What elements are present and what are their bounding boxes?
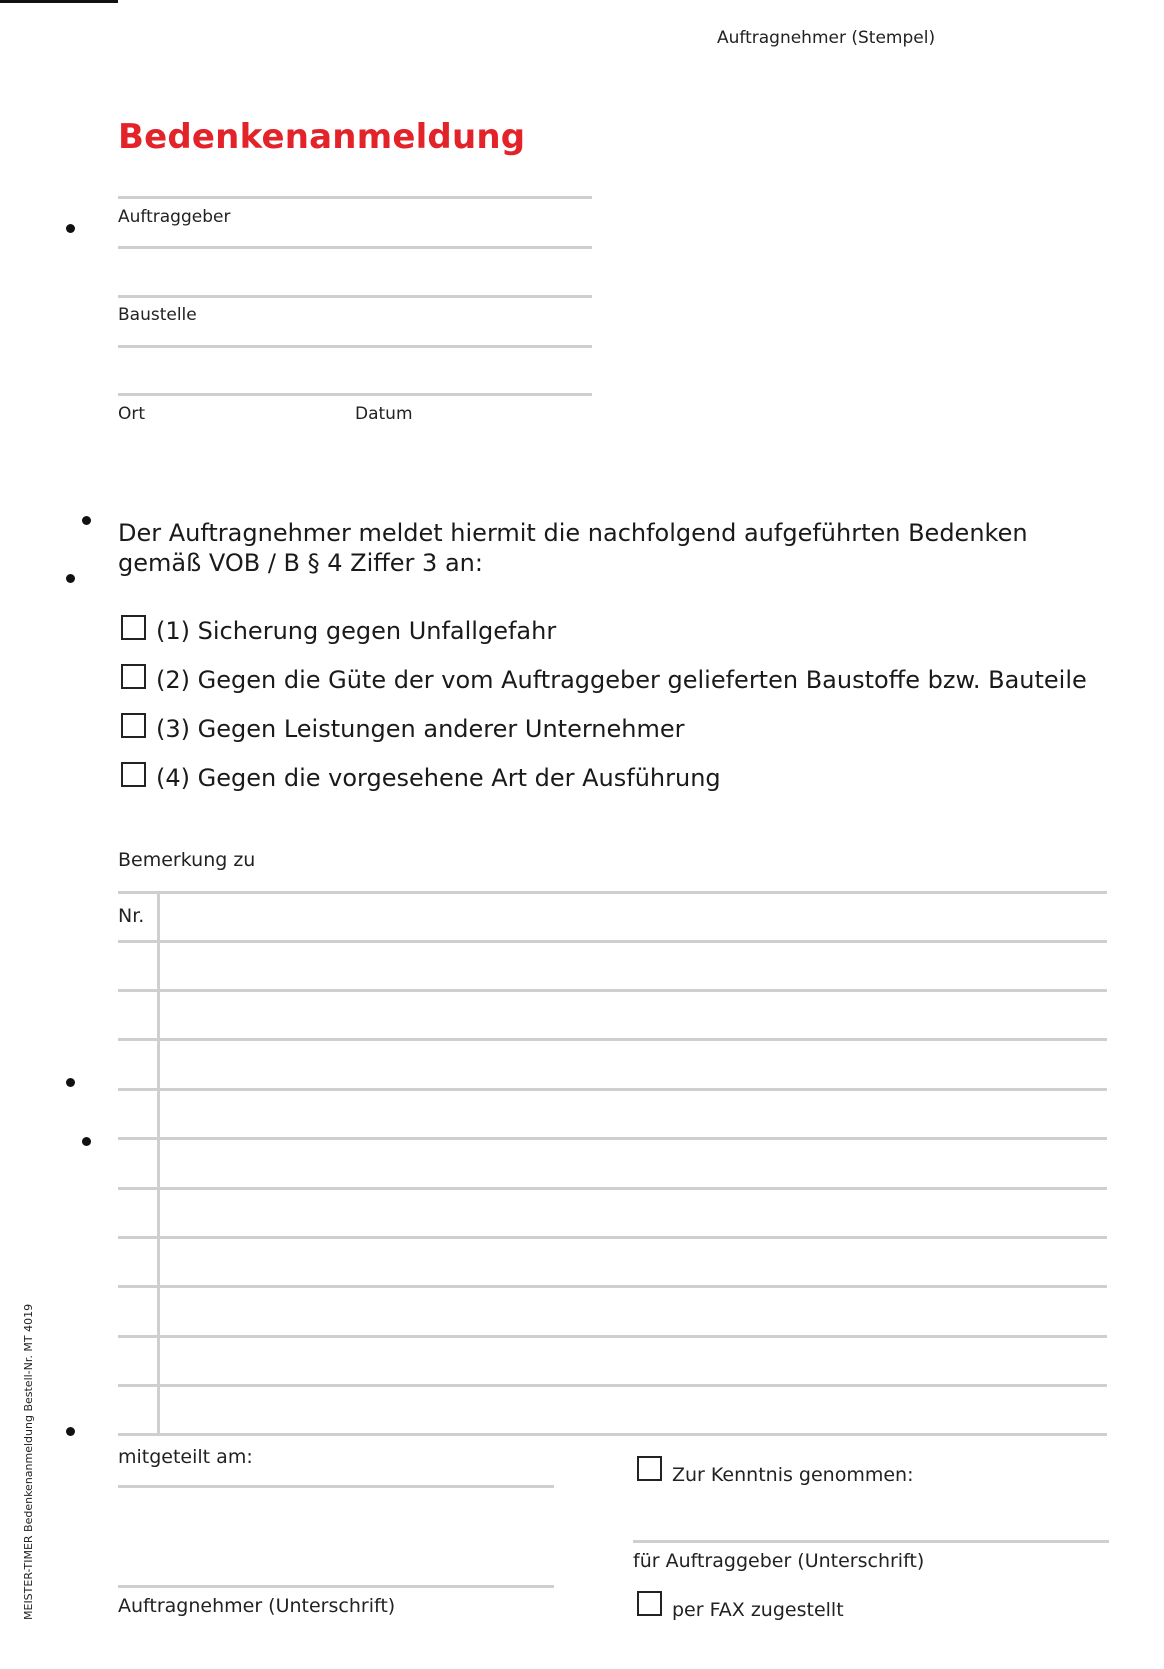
option-1-label: (1) Sicherung gegen Unfallgefahr — [156, 617, 557, 645]
auftraggeber-label: Auftraggeber — [118, 207, 231, 227]
baustelle-label: Baustelle — [118, 305, 197, 325]
remarks-line[interactable] — [118, 1285, 1107, 1288]
remarks-line[interactable] — [118, 989, 1107, 992]
baustelle-field[interactable] — [118, 345, 592, 348]
option-3-label: (3) Gegen Leistungen anderer Unternehmer — [156, 715, 685, 743]
ort-label: Ort — [118, 404, 146, 424]
option-3-checkbox[interactable] — [121, 713, 146, 738]
field-line — [118, 295, 592, 298]
remarks-line[interactable] — [118, 1335, 1107, 1338]
remarks-line[interactable] — [118, 1384, 1107, 1387]
auftraggeber-signature-label: für Auftraggeber (Unterschrift) — [633, 1550, 925, 1572]
remarks-line — [118, 891, 1107, 894]
nr-label: Nr. — [118, 905, 145, 927]
remarks-line[interactable] — [118, 1137, 1107, 1140]
auftraggeber-field[interactable] — [118, 246, 592, 249]
fax-checkbox[interactable] — [637, 1591, 662, 1616]
kenntnis-checkbox[interactable] — [637, 1456, 662, 1481]
stamp-label: Auftragnehmer (Stempel) — [717, 28, 936, 48]
intro-text: Der Auftragnehmer meldet hiermit die nachfolgend aufgeführten Bedenken gemäß VOB / B § 4 Ziffer 3 an: — [118, 519, 1028, 577]
option-2-checkbox[interactable] — [121, 664, 146, 689]
punch-dot — [66, 1078, 75, 1087]
auftragnehmer-signature-label: Auftragnehmer (Unterschrift) — [118, 1595, 396, 1617]
punch-dot — [66, 1427, 75, 1436]
punch-dot — [66, 224, 75, 233]
order-number-side-text: MEISTER-TIMER Bedenkenanmeldung Bestell-Nr. MT 4019 — [22, 1303, 35, 1620]
punch-dot — [66, 574, 75, 583]
remarks-line[interactable] — [118, 1088, 1107, 1091]
punch-dot — [82, 1137, 91, 1146]
remarks-line[interactable] — [118, 1038, 1107, 1041]
auftragnehmer-signature-line[interactable] — [118, 1585, 554, 1588]
remarks-line[interactable] — [118, 1187, 1107, 1190]
mitgeteilt-label: mitgeteilt am: — [118, 1446, 253, 1468]
ort-datum-field[interactable] — [118, 393, 592, 396]
option-4-label: (4) Gegen die vorgesehene Art der Ausführung — [156, 764, 721, 792]
option-4-checkbox[interactable] — [121, 762, 146, 787]
field-line — [118, 196, 592, 199]
mitgeteilt-field[interactable] — [118, 1485, 554, 1488]
auftraggeber-signature-line[interactable] — [633, 1540, 1109, 1543]
kenntnis-label: Zur Kenntnis genommen: — [672, 1464, 914, 1486]
datum-label: Datum — [355, 404, 413, 424]
nr-column-divider — [157, 893, 160, 1433]
punch-dot — [82, 516, 91, 525]
fax-label: per FAX zugestellt — [672, 1599, 844, 1621]
page-title: Bedenkenanmeldung — [118, 117, 526, 157]
top-edge-mark — [0, 0, 118, 3]
remarks-line[interactable] — [118, 940, 1107, 943]
option-1-checkbox[interactable] — [121, 615, 146, 640]
remarks-line[interactable] — [118, 1433, 1107, 1436]
remarks-line[interactable] — [118, 1236, 1107, 1239]
option-2-label: (2) Gegen die Güte der vom Auftraggeber gelieferten Baustoffe bzw. Bauteile — [156, 666, 1087, 694]
remarks-heading: Bemerkung zu — [118, 849, 256, 871]
